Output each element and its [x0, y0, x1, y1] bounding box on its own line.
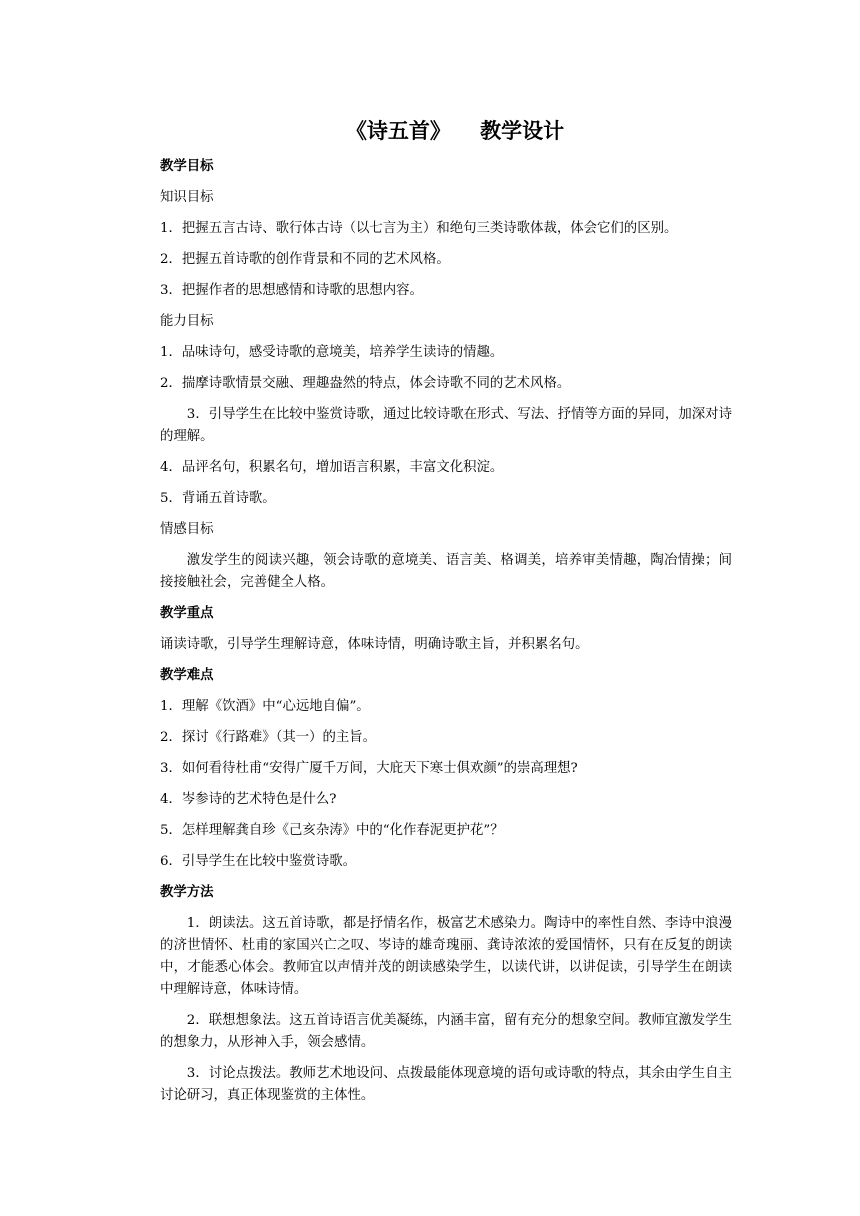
method-item: 2．联想想象法。这五首诗语言优美凝练，内涵丰富，留有充分的想象空间。教师宜激发学生的想象力，从形神入手，领会感情。	[160, 1013, 732, 1050]
document-page	[160, 112, 732, 1116]
knowledge-goals-heading: 知识目标	[160, 190, 214, 205]
knowledge-item: 2．把握五首诗歌的创作背景和不同的艺术风格。	[160, 252, 450, 267]
emotion-goals-text: 激发学生的阅读兴趣，领会诗歌的意境美、语言美、格调美，培养审美情趣，陶冶情操；间接接触社会，完善健全人格。	[160, 553, 732, 590]
ability-goals-heading: 能力目标	[160, 314, 214, 329]
difficulties-heading: 教学难点	[160, 668, 214, 683]
difficulty-item: 1．理解《饮酒》中“心远地自偏”。	[160, 699, 370, 714]
document-title: 《诗五首》 教学设计	[345, 119, 565, 143]
difficulty-item: 3．如何看待杜甫“安得广厦千万间，大庇天下寒士俱欢颜”的崇高理想?	[160, 761, 578, 776]
difficulty-item: 2．探讨《行路难》（其一）的主旨。	[160, 730, 377, 745]
difficulty-item: 6．引导学生在比较中鉴赏诗歌。	[160, 854, 356, 869]
method-item: 3．讨论点拨法。教师艺术地设问、点拨最能体现意境的语句或诗歌的特点，其余由学生自主讨论研习，真正体现鉴赏的主体性。	[160, 1066, 732, 1103]
knowledge-item: 3．把握作者的思想感情和诗歌的思想内容。	[160, 283, 423, 298]
ability-item: 2．揣摩诗歌情景交融、理趣盎然的特点，体会诗歌不同的艺术风格。	[160, 376, 571, 391]
ability-item: 1．品味诗句，感受诗歌的意境美，培养学生读诗的情趣。	[160, 345, 504, 360]
difficulty-item: 5．怎样理解龚自珍《己亥杂涛》中的“化作春泥更护花”？	[160, 823, 504, 838]
teaching-goals-heading: 教学目标	[160, 159, 214, 174]
emotion-goals-heading: 情感目标	[160, 522, 214, 537]
ability-item: 4．品评名句，积累名句，增加语言积累，丰富文化积淀。	[160, 460, 504, 475]
ability-item: 5．背诵五首诗歌。	[160, 491, 276, 506]
knowledge-item: 1．把握五言古诗、歌行体古诗（以七言为主）和绝句三类诗歌体裁，体会它们的区别。	[160, 221, 678, 236]
key-points-text: 诵读诗歌，引导学生理解诗意，体味诗情，明确诗歌主旨，并积累名句。	[160, 637, 589, 652]
method-item: 1．朗读法。这五首诗歌，都是抒情名作，极富艺术感染力。陶诗中的率性自然、李诗中浪漫的济世情怀、杜甫的家国兴亡之叹、岑诗的雄奇瑰丽、龚诗浓浓的爱国情怀，只有在反复的朗读中，才能悉心体会。教师宜以声情并茂的朗读感染学生，以读代讲，以讲促读，引导学生在朗读中理解诗意，体味诗情。	[160, 916, 732, 997]
difficulty-item: 4．岑参诗的艺术特色是什么?	[160, 792, 337, 807]
key-points-heading: 教学重点	[160, 606, 214, 621]
ability-item: 3．引导学生在比较中鉴赏诗歌，通过比较诗歌在形式、写法、抒情等方面的异同，加深对诗的理解。	[160, 407, 732, 444]
methods-heading: 教学方法	[160, 885, 214, 900]
